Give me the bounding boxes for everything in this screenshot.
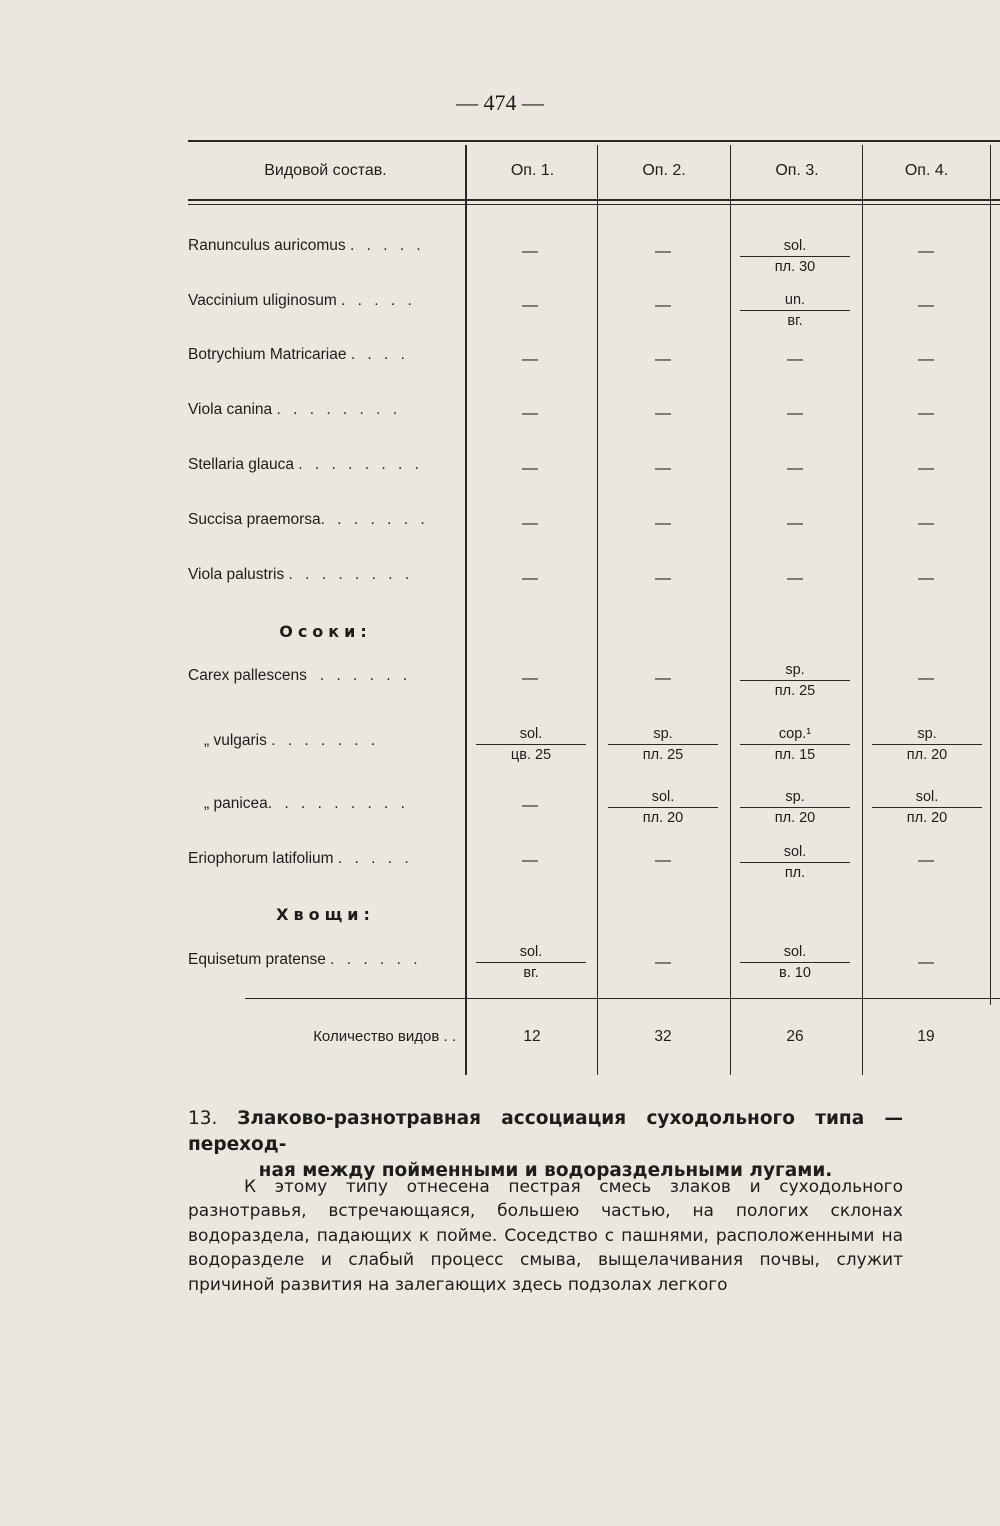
empty-cell: — [918, 405, 934, 422]
leader-dots: . . . . . . [319, 667, 412, 684]
abundance: sol. [740, 842, 850, 863]
empty-cell: — [522, 797, 538, 814]
leader-dots: . . . . . [341, 292, 416, 309]
column-divider [597, 145, 598, 1075]
empty-cell: — [522, 570, 538, 587]
total-op2: 32 [654, 1028, 672, 1045]
phenophase: пл. 20 [906, 747, 948, 763]
header-op4: Оп. 4. [904, 162, 949, 179]
total-op4: 19 [917, 1028, 935, 1045]
empty-cell: — [655, 351, 671, 368]
phenophase: цв. 25 [510, 747, 552, 763]
species-name: Eriophorum latifolium [188, 850, 334, 867]
column-divider [730, 145, 731, 1075]
phenophase: пл. 15 [774, 747, 816, 763]
section-number: 13. [188, 1108, 218, 1129]
empty-cell: — [655, 954, 671, 971]
empty-cell: — [787, 570, 803, 587]
empty-cell: — [522, 243, 538, 260]
species-name: Viola palustris [188, 566, 285, 583]
fraction-cell [476, 942, 586, 983]
empty-cell: — [918, 852, 934, 869]
empty-cell: — [522, 405, 538, 422]
phenophase: пл. 25 [642, 747, 684, 763]
abundance: sp. [872, 724, 982, 745]
phenophase: вг. [787, 313, 803, 329]
abundance: sol. [476, 724, 586, 745]
phenophase: в. 10 [779, 965, 811, 981]
empty-cell: — [655, 670, 671, 687]
fraction-cell [740, 290, 850, 331]
table-top-rule [188, 140, 1000, 142]
phenophase: пл. 30 [774, 259, 816, 275]
empty-cell: — [787, 460, 803, 477]
empty-cell: — [522, 670, 538, 687]
abundance: sol. [872, 787, 982, 808]
fraction-cell [740, 724, 850, 765]
empty-cell: — [787, 351, 803, 368]
empty-cell: — [918, 670, 934, 687]
body-paragraph: К этому типу отнесена пестрая смесь злаков и суходольного разнотравья, встречающаяся, большею частью, на пологих склонах водораздела, падающих к пойме. Соседство с пашнями, расположенными на водоразделе и слабый процесс смыва, выщелачивания почвы, служит причиной развития на залегающих здесь подзолах легкого [188, 1177, 903, 1295]
empty-cell: — [918, 243, 934, 260]
header-species: Видовой состав. [264, 162, 387, 179]
empty-cell: — [522, 460, 538, 477]
phenophase: пл. 20 [642, 810, 684, 826]
leader-dots: . . . . . . . . [288, 566, 414, 583]
abundance: cop.¹ [740, 724, 850, 745]
species-name: Vaccinium uliginosum [188, 292, 337, 309]
phenophase: пл. 20 [774, 810, 816, 826]
total-op3: 26 [786, 1028, 804, 1045]
fraction-cell [740, 787, 850, 828]
empty-cell: — [522, 351, 538, 368]
leader-dots: . . . . [350, 346, 409, 363]
leader-dots: . . . . . . . . [298, 456, 423, 473]
species-name: Succisa praemorsa [188, 511, 321, 528]
column-divider [465, 145, 467, 1075]
abundance: sol. [476, 942, 586, 963]
table-header-rule [188, 199, 1000, 201]
header-op1: Оп. 1. [510, 162, 555, 179]
table-header-rule-2 [188, 204, 1000, 205]
empty-cell: — [655, 405, 671, 422]
leader-dots: . . . . . . . [271, 732, 380, 749]
leader-dots: . . . . . . . [320, 511, 429, 528]
empty-cell: — [918, 351, 934, 368]
phenophase: пл. 25 [774, 683, 816, 699]
species-name: Carex pallescens [188, 667, 307, 684]
species-name: Viola canina [188, 401, 273, 418]
section-title-line1: Злаково-разнотравная ассоциация суходольного типа — переход- [188, 1108, 903, 1155]
empty-cell: — [655, 570, 671, 587]
empty-cell: — [655, 852, 671, 869]
phenophase: пл. 20 [906, 810, 948, 826]
empty-cell: — [522, 852, 538, 869]
empty-cell: — [522, 297, 538, 314]
fraction-cell [608, 724, 718, 765]
abundance: sp. [740, 660, 850, 681]
empty-cell: — [522, 515, 538, 532]
abundance: sol. [740, 942, 850, 963]
fraction-cell [476, 724, 586, 765]
column-divider [990, 145, 991, 1005]
empty-cell: — [655, 515, 671, 532]
table-total-rule [245, 998, 1000, 999]
phenophase: пл. [784, 865, 806, 881]
abundance: sp. [608, 724, 718, 745]
totals-label: Количество видов . . [313, 1028, 456, 1045]
species-name: „ vulgaris [204, 732, 267, 749]
empty-cell: — [787, 515, 803, 532]
empty-cell: — [918, 297, 934, 314]
leader-dots: . . . . . . . . [276, 401, 402, 418]
empty-cell: — [918, 570, 934, 587]
empty-cell: — [655, 297, 671, 314]
header-op3: Оп. 3. [775, 162, 819, 179]
group-heading-sedges: Осоки: [279, 622, 372, 641]
abundance: sol. [740, 236, 850, 257]
fraction-cell [872, 724, 982, 765]
empty-cell: — [918, 954, 934, 971]
empty-cell: — [918, 515, 934, 532]
fraction-cell [740, 942, 850, 983]
fraction-cell [740, 842, 850, 883]
column-divider [862, 145, 863, 1075]
fraction-cell [740, 660, 850, 701]
empty-cell: — [787, 405, 803, 422]
group-heading-horsetails: Хвощи: [276, 905, 375, 924]
leader-dots: . . . . . [337, 850, 413, 867]
fraction-cell [608, 787, 718, 828]
abundance: sol. [608, 787, 718, 808]
species-name: Ranunculus auricomus [188, 237, 346, 254]
species-name: Botrychium Matricariae [188, 346, 347, 363]
total-op1: 12 [523, 1028, 541, 1045]
abundance: un. [740, 290, 850, 311]
section-title-line2: ная между пойменными и водораздельными лугами. [258, 1160, 833, 1181]
phenophase: вг. [523, 965, 539, 981]
species-name: „ panicea [204, 795, 268, 812]
fraction-cell [740, 236, 850, 277]
fraction-cell [872, 787, 982, 828]
species-name: Stellaria glauca [188, 456, 294, 473]
empty-cell: — [655, 243, 671, 260]
leader-dots: . . . . . [349, 237, 425, 254]
empty-cell: — [918, 460, 934, 477]
empty-cell: — [655, 460, 671, 477]
species-name: Equisetum pratense [188, 951, 326, 968]
leader-dots: . . . . . . [330, 951, 422, 968]
page-number: — 474 — [456, 90, 544, 115]
leader-dots: . . . . . . . . . [267, 795, 409, 812]
abundance: sp. [740, 787, 850, 808]
section-heading [188, 1106, 903, 1184]
header-op2: Оп. 2. [642, 162, 686, 179]
